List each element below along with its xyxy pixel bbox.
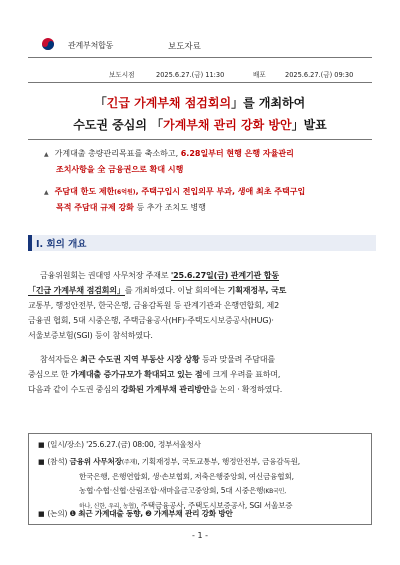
header-rule [28, 57, 372, 58]
distribution-time: 2025.6.27.(금) 09:30 [285, 71, 354, 79]
detail-date-place: ■ (일시/장소) '25.6.27.(금) 08:00, 정부서울청사 [38, 440, 201, 449]
title-rule [28, 139, 372, 140]
paragraph-1: 금융위원회는 권대영 사무처장 주재로 '25.6.27일(금) 관계기관 합동 「긴급 가계부채 점검회의」를 개최하였다. 이날 회의에는 기획재정부, 국토 교통부, 행정안전부, 한국은행, 금융감독원 등 관계기관과 은행연합회, 제2 금융권 협회, 5대 시중은행, 주택금융공사(HF)·주택도시보증공사(HUG)· 서울보증보험(SGI) 등이 참석하였다. [28, 271, 287, 340]
summary-item-1: ▲ 가계대출 총량관리목표를 축소하고, 6.28일부터 현행 은행 자율관리 조치사항을 全 금융권으로 확대 시행 [44, 149, 294, 174]
detail-attendees: ■ (참석) 금융위 사무처장(주재), 기획재정부, 국토교통부, 행정안전부, 금융감독원, 한국은행, 은행연합회, 생·손보협회, 저축은행중앙회, 여신금융협회, 농협·수협·신협·산림조합·새마을금고중앙회, 5대 시중은행(KB국민, 하나, 신한, 우리, 농협), 주택금융공사, 주택도시보증공사, SGI 서울보증 [38, 457, 300, 510]
triangle-bullet-icon: ▲ [44, 189, 49, 196]
section-title: Ⅰ. 회의 개요 [36, 239, 87, 250]
square-bullet-icon: ■ [38, 441, 45, 449]
square-bullet-icon: ■ [38, 458, 45, 466]
meta-rule [28, 82, 372, 83]
issuing-organization: 관계부처합동 [68, 41, 114, 50]
headline-line-2: 수도권 중심의 「가계부채 관리 강화 방안」발표 [73, 118, 327, 132]
paragraph-2: 참석자들은 최근 수도권 지역 부동산 시장 상황 등과 맞물려 주담대를 중심으로 한 가계대출 증가규모가 확대되고 있는 점에 크게 우려를 표하며, 다음과 같이 수도권 중심의 강화된 가계부채 관리방안을 논의 · 확정하였다. [28, 355, 283, 394]
summary-item-2: ▲ 주담대 한도 제한(6억원), 주택구입시 전입의무 부과, 생애 최초 주택구입 목적 주담대 규제 강화 등 추가 조치도 병행 [44, 187, 306, 212]
detail-agenda: ■ (논의) ❶ 최근 가계대출 동향, ❷ 가계부채 관리 강화 방안 [38, 509, 233, 518]
square-bullet-icon: ■ [38, 510, 45, 518]
distribution-label: 배포 [253, 71, 266, 79]
page-number: - 1 - [192, 531, 208, 540]
triangle-bullet-icon: ▲ [44, 151, 49, 158]
release-label: 보도시점 [109, 71, 135, 79]
release-time: 2025.6.27.(금) 11:30 [156, 71, 225, 79]
document-type: 보도자료 [168, 42, 201, 52]
headline-line-1: 「긴급 가계부채 점검회의」를 개최하여 [94, 96, 306, 110]
government-emblem-icon [41, 37, 63, 51]
